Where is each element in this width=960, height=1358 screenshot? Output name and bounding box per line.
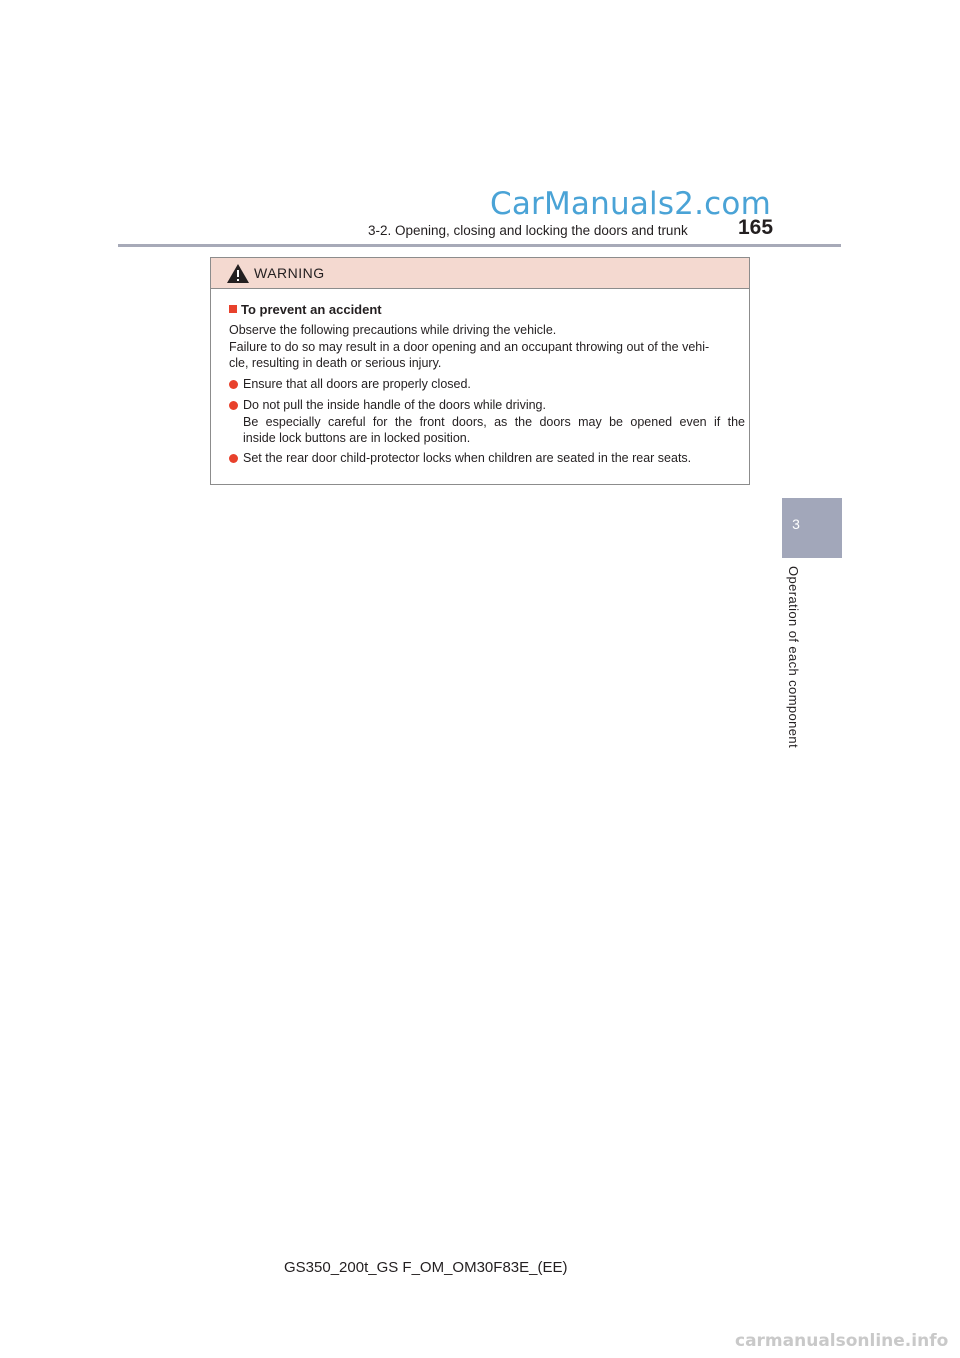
chapter-label [782, 566, 812, 766]
list-item [229, 397, 745, 447]
warning-header [211, 258, 749, 289]
list-item-text: Do not pull the inside handle of the doors while driving. [243, 398, 546, 412]
warning-triangle-icon [226, 263, 250, 284]
list-item [229, 450, 745, 467]
warning-intro [229, 322, 744, 372]
warning-heading-text: To prevent an accident [241, 302, 382, 317]
watermark-carmanualsonline: carmanualsonline.info [735, 1331, 949, 1351]
red-square-bullet-icon [229, 305, 237, 313]
list-item [229, 376, 745, 393]
chapter-label-text: Operation of each component [786, 566, 801, 749]
header-divider [118, 244, 841, 247]
warning-body [211, 289, 749, 483]
list-item-text: Ensure that all doors are properly closed. [243, 377, 471, 391]
chapter-number: 3 [792, 516, 800, 532]
red-circle-bullet-icon [229, 401, 238, 410]
list-item-text: inside lock buttons are in locked position. [243, 431, 471, 445]
red-circle-bullet-icon [229, 380, 238, 389]
intro-line: Observe the following precautions while driving the vehicle. [229, 323, 557, 337]
red-circle-bullet-icon [229, 454, 238, 463]
intro-line: cle, resulting in death or serious injury. [229, 356, 442, 370]
chapter-tab [782, 498, 842, 558]
document-code: GS350_200t_GS F_OM_OM30F83E_(EE) [284, 1259, 568, 1276]
warning-box [210, 257, 750, 485]
page-number: 165 [738, 216, 774, 239]
section-title: 3-2. Opening, closing and locking the doors and trunk [368, 223, 688, 238]
watermark-carmanuals2: CarManuals2.com [490, 186, 771, 222]
warning-title: WARNING [254, 265, 325, 281]
warning-heading [229, 301, 382, 319]
list-item-text: Be especially careful for the front doors, as the doors may be opened even if the [243, 414, 745, 429]
list-item-text: Set the rear door child-protector locks when children are seated in the rear seats. [243, 451, 692, 465]
intro-line: Failure to do so may result in a door opening and an occupant throwing out of the vehi- [229, 339, 710, 354]
